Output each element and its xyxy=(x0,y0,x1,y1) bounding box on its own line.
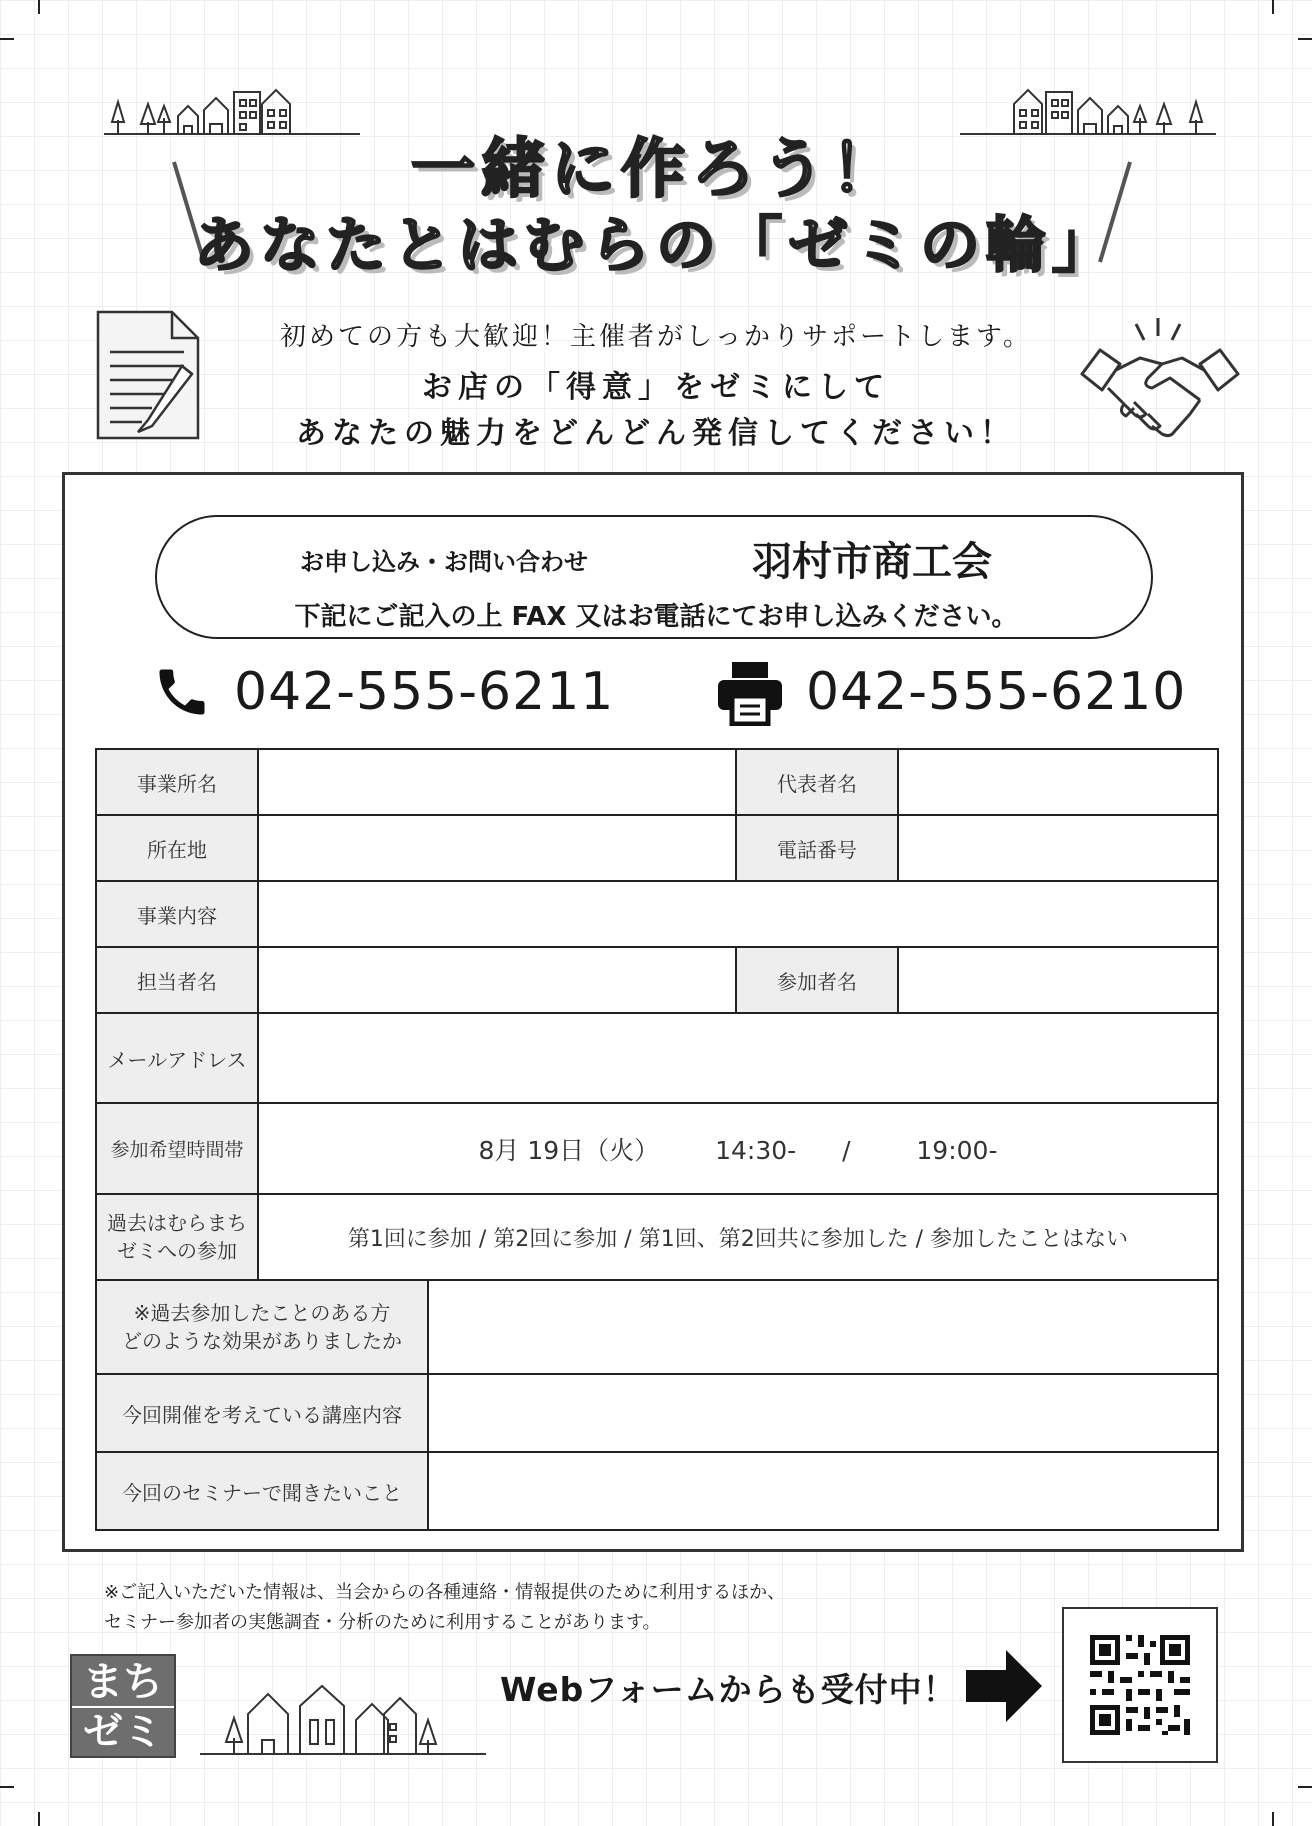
label-past-effect-line1: ※過去参加したことのある方 xyxy=(133,1301,391,1325)
application-form-table xyxy=(95,748,1219,1531)
label-address: 所在地 xyxy=(96,815,258,881)
crop-mark xyxy=(38,0,40,14)
label-email: メールアドレス xyxy=(96,1013,258,1103)
web-form-text[interactable]: Webフォームからも受付中！ xyxy=(500,1670,957,1709)
machizemi-logo xyxy=(70,1654,176,1758)
label-past-effect-line2: どのような効果がありましたか xyxy=(122,1329,402,1353)
email-field[interactable] xyxy=(258,1013,1218,1103)
crop-mark xyxy=(1298,1786,1312,1788)
label-past-effect xyxy=(96,1280,428,1374)
planned-course-field[interactable] xyxy=(428,1374,1218,1452)
business-content-field[interactable] xyxy=(258,881,1218,947)
representative-field[interactable] xyxy=(898,749,1218,815)
label-phone-number: 電話番号 xyxy=(736,815,898,881)
phone-number-field[interactable] xyxy=(898,815,1218,881)
logo-text-top: まち xyxy=(83,1659,163,1705)
time-slot-date: 8月 19日（火） xyxy=(478,1135,660,1165)
label-past-participation-line1: 過去はむらまち xyxy=(107,1211,247,1235)
privacy-note-line2: セミナー参加者の実態調査・分析のために利用することがあります。 xyxy=(104,1612,661,1633)
business-name-field[interactable] xyxy=(258,749,736,815)
crop-mark xyxy=(38,1812,40,1826)
label-business-content: 事業内容 xyxy=(96,881,258,947)
crop-mark xyxy=(1298,38,1312,40)
intro-welcome: 初めての方も大歓迎！主催者がしっかりサポートします。 xyxy=(280,322,1032,352)
intro-call-to-action: あなたの魅力をどんどん発信してください！ xyxy=(296,416,1016,451)
label-business-name: 事業所名 xyxy=(96,749,258,815)
headline-title: 一緒に作ろう！ xyxy=(411,133,901,207)
crop-mark xyxy=(0,38,14,40)
qr-code-icon[interactable] xyxy=(1064,1609,1216,1761)
crop-mark xyxy=(0,1786,14,1788)
contact-person-field[interactable] xyxy=(258,947,736,1013)
label-past-participation-line2: ゼミへの参加 xyxy=(117,1239,237,1263)
time-slot-option-1900[interactable]: 19:00- xyxy=(916,1135,998,1165)
privacy-note-line1: ※ご記入いただいた情報は、当会からの各種連絡・情報提供のために利用するほか、 xyxy=(104,1582,786,1603)
label-planned-course: 今回開催を考えている講座内容 xyxy=(96,1374,428,1452)
fax-number[interactable]: 042-555-6210 xyxy=(806,662,1187,722)
contact-instruction: 下記にご記入の上 FAX 又はお電話にてお申し込みください。 xyxy=(294,602,1018,632)
phone-number[interactable]: 042-555-6211 xyxy=(234,662,615,722)
qr-code-frame[interactable] xyxy=(1062,1607,1218,1763)
past-effect-field[interactable] xyxy=(428,1280,1218,1374)
label-time-slot: 参加希望時間帯 xyxy=(96,1103,258,1194)
headline-subtitle: あなたとはむらの「ゼミの輪」 xyxy=(194,211,1118,281)
label-representative: 代表者名 xyxy=(736,749,898,815)
address-field[interactable] xyxy=(258,815,736,881)
time-slot-field[interactable] xyxy=(258,1103,1218,1194)
label-seminar-questions: 今回のセミナーで聞きたいこと xyxy=(96,1452,428,1530)
fax-icon xyxy=(716,660,784,726)
intro-tagline: お店の「得意」をゼミにして xyxy=(422,370,890,405)
label-contact-person: 担当者名 xyxy=(96,947,258,1013)
label-participants: 参加者名 xyxy=(736,947,898,1013)
seminar-questions-field[interactable] xyxy=(428,1452,1218,1530)
past-participation-options[interactable]: 第1回に参加 / 第2回に参加 / 第1回、第2回共に参加した / 参加したことはない xyxy=(258,1194,1218,1280)
contact-label: お申し込み・お問い合わせ xyxy=(300,548,588,576)
town-illustration-bottom xyxy=(200,1680,486,1758)
label-past-participation xyxy=(96,1194,258,1280)
crop-mark xyxy=(1272,1812,1274,1826)
crop-mark xyxy=(1272,0,1274,14)
participants-field[interactable] xyxy=(898,947,1218,1013)
logo-text-bottom: ゼミ xyxy=(83,1709,163,1755)
phone-icon xyxy=(152,662,212,722)
organizer-name: 羽村市商工会 xyxy=(752,539,992,585)
time-slot-option-1430[interactable]: 14:30- xyxy=(715,1135,797,1165)
arrow-right-icon xyxy=(964,1648,1044,1724)
time-slot-separator: / xyxy=(842,1135,851,1165)
